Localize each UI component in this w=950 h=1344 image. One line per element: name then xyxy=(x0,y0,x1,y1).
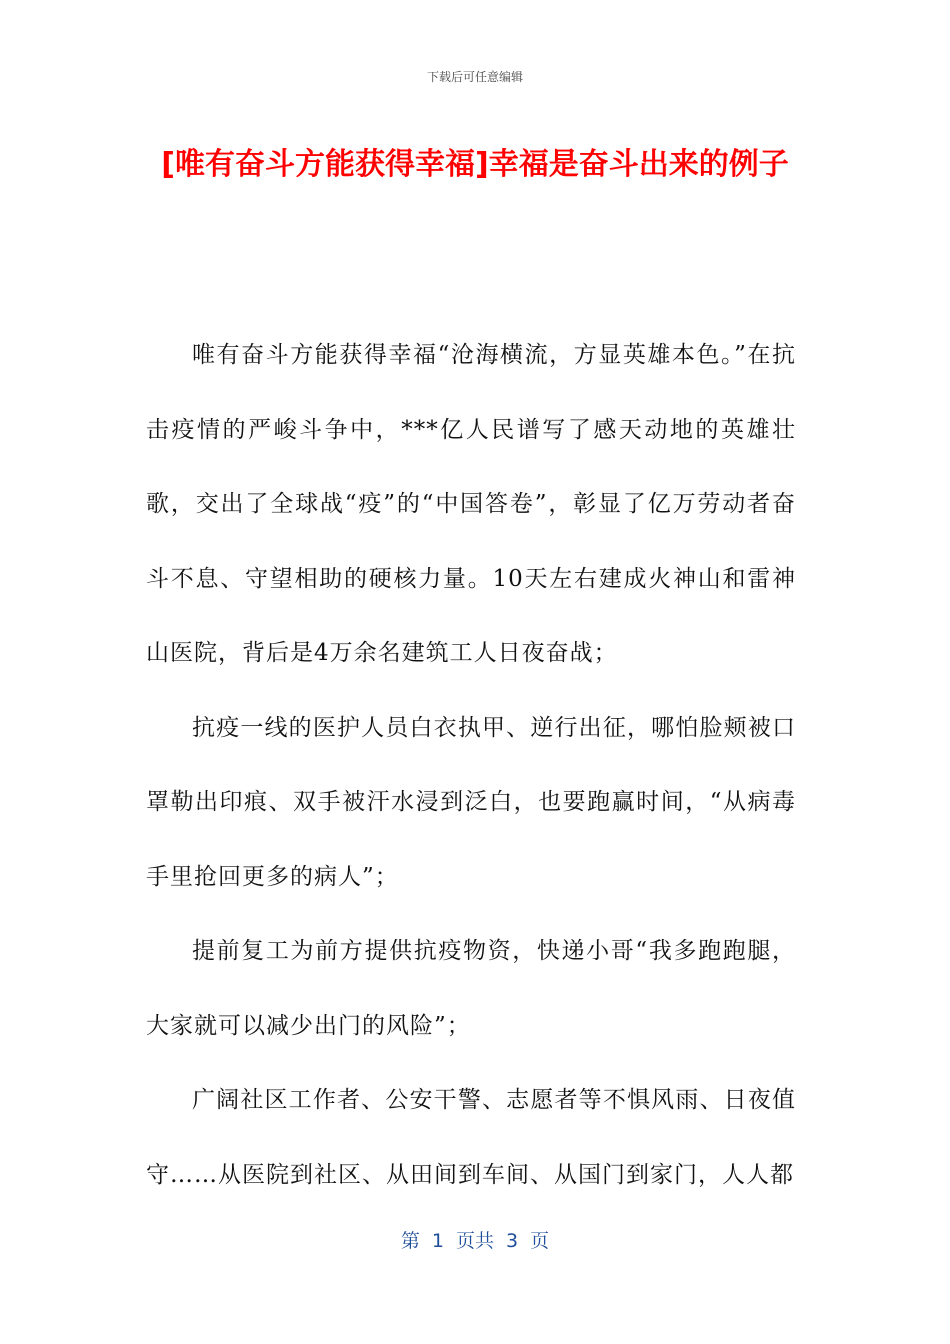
paragraph: 提前复工为前方提供抗疫物资，快递小哥“我多跑跑腿，大家就可以减少出门的风险”； xyxy=(146,938,796,1039)
page-label-suffix: 页 xyxy=(530,1230,550,1252)
current-page-number: 1 xyxy=(431,1230,444,1252)
total-pages-number: 3 xyxy=(506,1230,519,1252)
document-title: [唯有奋斗方能获得幸福]幸福是奋斗出来的例子 xyxy=(161,147,789,182)
page-label-mid: 页共 xyxy=(455,1230,494,1252)
page-footer xyxy=(0,1226,950,1253)
paragraph: 抗疫一线的医护人员白衣执甲、逆行出征，哪怕脸颊被口罩勒出印痕、双手被汗水浸到泛白，也要跑赢时间，“从病毒手里抢回更多的病人”； xyxy=(146,714,796,890)
paragraph: 广阔社区工作者、公安干警、志愿者等不惧风雨、日夜值守……从医院到社区、从田间到车间、从国门到家门，人人都 xyxy=(146,1087,796,1188)
page-label-prefix: 第 xyxy=(400,1230,420,1252)
paragraph: 唯有奋斗方能获得幸福“沧海横流，方显英雄本色。”在抗击疫情的严峻斗争中，***亿人民谱写了感天动地的英雄壮歌，交出了全球战“疫”的“中国答卷”，彰显了亿万劳动者奋斗不息、守望相助的硬核力量。10天左右建成火神山和雷神山医院，背后是4万余名建筑工人日夜奋战； xyxy=(146,342,796,666)
document-body xyxy=(146,318,796,1212)
header-note: 下载后可任意编辑 xyxy=(426,70,523,84)
